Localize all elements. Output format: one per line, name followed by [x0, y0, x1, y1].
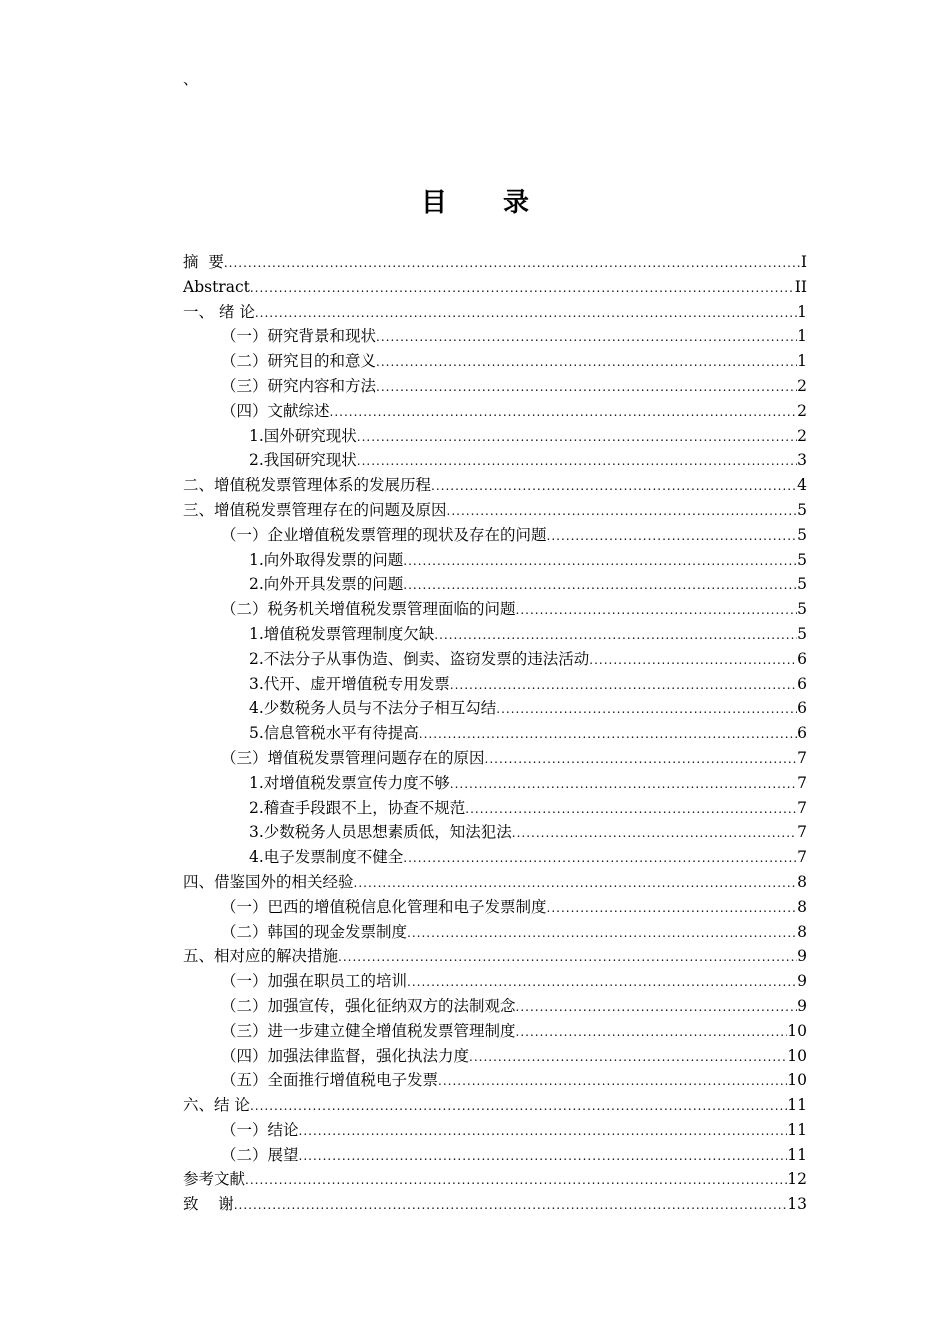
- toc-entry-page: 8: [797, 872, 807, 891]
- toc-entry[interactable]: [183, 920, 807, 945]
- toc-entry[interactable]: [183, 696, 807, 721]
- toc-entry[interactable]: [183, 448, 807, 473]
- toc-dot-leader: [403, 573, 797, 598]
- top-mark: 、: [183, 70, 199, 88]
- toc-entry-page: 9: [797, 947, 807, 966]
- toc-entry-label: （三）增值税发票管理问题存在的原因: [221, 748, 485, 767]
- toc-entry-page: 5: [797, 550, 807, 569]
- toc-entry-label: 3.代开、虚开增值税专用发票: [249, 674, 450, 693]
- toc-entry-page: 7: [797, 823, 807, 842]
- toc-entry-page: 11: [787, 1120, 807, 1139]
- toc-entry-page: 12: [787, 1170, 807, 1189]
- toc-dot-leader: [224, 251, 801, 276]
- toc-dot-leader: [354, 871, 798, 896]
- toc-entry[interactable]: [183, 746, 807, 771]
- toc-entry-label: （五）全面推行增值税电子发票: [221, 1071, 439, 1090]
- toc-entry[interactable]: [183, 845, 807, 870]
- toc-entry-page: 5: [797, 500, 807, 519]
- toc-entry-label: 摘 要: [183, 253, 224, 271]
- toc-entry-label: 参考文献: [183, 1170, 246, 1189]
- toc-entry-label: 四、借鉴国外的相关经验: [183, 872, 354, 891]
- toc-entry-label: 1.国外研究现状: [249, 426, 357, 445]
- toc-entry-page: 1: [797, 352, 807, 371]
- toc-entry-label: （一）加强在职员工的培训: [221, 972, 408, 991]
- toc-entry-label: 致 谢: [183, 1195, 234, 1214]
- toc-entry-page: 7: [797, 798, 807, 817]
- toc-entry-page: 8: [797, 922, 807, 941]
- toc-entry-label: 2.向外开具发票的问题: [249, 575, 404, 594]
- toc-entry-page: 2: [797, 401, 807, 420]
- toc-entry-label: （四）文献综述: [221, 401, 330, 420]
- toc-entry-label: （三）研究内容和方法: [221, 376, 377, 395]
- toc-entry[interactable]: [183, 275, 807, 300]
- toc-entry[interactable]: [183, 523, 807, 548]
- toc-entry-label: 2.我国研究现状: [249, 451, 357, 470]
- toc-entry-page: 9: [797, 972, 807, 991]
- toc-dot-leader: [450, 772, 797, 797]
- toc-dot-leader: [234, 1193, 788, 1218]
- toc-entry[interactable]: [183, 300, 807, 325]
- toc-entry[interactable]: [183, 796, 807, 821]
- toc-entry[interactable]: [183, 647, 807, 672]
- toc-dot-leader: [434, 623, 797, 648]
- toc-entry[interactable]: [183, 622, 807, 647]
- toc-entry-page: 7: [797, 773, 807, 792]
- toc-entry[interactable]: [183, 1167, 807, 1192]
- toc-dot-leader: [512, 821, 797, 846]
- toc-dot-leader: [431, 474, 797, 499]
- toc-entry-label: 2.不法分子从事伪造、倒卖、盗窃发票的违法活动: [249, 649, 590, 668]
- toc-entry[interactable]: [183, 1044, 807, 1069]
- toc-entry-page: 1: [797, 327, 807, 346]
- toc-entry-page: 11: [787, 1096, 807, 1115]
- toc-dot-leader: [330, 400, 798, 425]
- toc-entry[interactable]: [183, 1118, 807, 1143]
- toc-dot-leader: [376, 325, 797, 350]
- toc-entry[interactable]: [183, 721, 807, 746]
- toc-entry-label: （一）研究背景和现状: [221, 327, 377, 346]
- toc-dot-leader: [357, 425, 797, 450]
- toc-entry[interactable]: [183, 1192, 807, 1217]
- toc-dot-leader: [255, 301, 797, 326]
- toc-dot-leader: [407, 921, 797, 946]
- toc-dot-leader: [250, 1094, 787, 1119]
- toc-entry[interactable]: [183, 548, 807, 573]
- toc-entry[interactable]: [183, 1093, 807, 1118]
- toc-dot-leader: [407, 970, 797, 995]
- toc-entry[interactable]: [183, 399, 807, 424]
- toc-entry-page: 5: [797, 525, 807, 544]
- toc-entry-page: 9: [797, 996, 807, 1015]
- toc-dot-leader: [450, 673, 797, 698]
- toc-entry-label: 1.对增值税发票宣传力度不够: [249, 773, 450, 792]
- toc-entry-label: 1.增值税发票管理制度欠缺: [249, 624, 435, 643]
- toc-dot-leader: [419, 722, 797, 747]
- toc-entry-label: （一）企业增值税发票管理的现状及存在的问题: [221, 525, 547, 544]
- toc-dot-leader: [357, 449, 797, 474]
- toc-entry[interactable]: [183, 944, 807, 969]
- toc-dot-leader: [403, 846, 797, 871]
- toc-entry-label: （二）研究目的和意义: [221, 352, 377, 371]
- toc-dot-leader: [376, 375, 797, 400]
- toc-entry-page: 2: [797, 426, 807, 445]
- toc-dot-leader: [438, 1069, 787, 1094]
- toc-entry[interactable]: [183, 597, 807, 622]
- toc-dot-leader: [496, 697, 797, 722]
- toc-entry-label: （二）税务机关增值税发票管理面临的问题: [221, 600, 516, 619]
- toc-entry-label: （二）加强宣传，强化征纳双方的法制观念: [221, 996, 516, 1015]
- toc-entry[interactable]: [183, 1019, 807, 1044]
- toc-entry-page: 11: [787, 1145, 807, 1164]
- toc-entry-page: 6: [797, 649, 807, 668]
- toc-dot-leader: [250, 276, 795, 301]
- toc-entry-page: 13: [787, 1195, 807, 1214]
- toc-entry[interactable]: [183, 870, 807, 895]
- toc-entry[interactable]: [183, 994, 807, 1019]
- toc-entry-page: 3: [797, 451, 807, 470]
- toc-entry-page: 7: [797, 748, 807, 767]
- toc-entry-label: （一）结论: [221, 1120, 299, 1139]
- toc-entry[interactable]: [183, 324, 807, 349]
- toc-dot-leader: [469, 1045, 787, 1070]
- toc-dot-leader: [245, 1168, 787, 1193]
- toc-entry-page: 6: [797, 674, 807, 693]
- toc-entry-label: 5.信息管税水平有待提高: [249, 724, 419, 743]
- toc-entry-page: 6: [797, 724, 807, 743]
- toc-entry-page: 6: [797, 699, 807, 718]
- toc-dot-leader: [447, 499, 798, 524]
- toc-entry-page: 4: [797, 476, 807, 495]
- toc-entry-label: 3.少数税务人员思想素质低，知法犯法: [249, 823, 512, 842]
- toc-entry-label: （四）加强法律监督，强化执法力度: [221, 1046, 470, 1065]
- toc-entry[interactable]: [183, 672, 807, 697]
- toc-entry-page: 2: [797, 376, 807, 395]
- toc-dot-leader: [403, 549, 797, 574]
- toc-entry-page: 1: [797, 302, 807, 321]
- toc-entry-page: 8: [797, 897, 807, 916]
- toc-entry[interactable]: [183, 895, 807, 920]
- toc-dot-leader: [547, 896, 798, 921]
- toc-entry[interactable]: [183, 498, 807, 523]
- toc-entry-page: I: [800, 253, 807, 271]
- toc-entry-label: 六、结 论: [183, 1096, 250, 1115]
- toc-entry[interactable]: [183, 473, 807, 498]
- toc-entry-label: 4.少数税务人员与不法分子相互勾结: [249, 699, 497, 718]
- toc-entry[interactable]: [183, 424, 807, 449]
- toc-dot-leader: [338, 945, 797, 970]
- toc-entry-page: 5: [797, 600, 807, 619]
- toc-entry-page: 7: [797, 848, 807, 867]
- toc-entry[interactable]: [183, 349, 807, 374]
- toc-entry-page: II: [794, 277, 807, 296]
- toc-entry-page: 5: [797, 624, 807, 643]
- toc-entry-page: 10: [787, 1046, 807, 1065]
- toc-entry-label: 1.向外取得发票的问题: [249, 550, 404, 569]
- toc-dot-leader: [516, 1020, 788, 1045]
- toc-entry-label: Abstract: [183, 277, 250, 296]
- toc-entry-page: 10: [787, 1071, 807, 1090]
- toc-dot-leader: [547, 524, 798, 549]
- table-of-contents: [183, 250, 807, 1217]
- toc-entry-page: 5: [797, 575, 807, 594]
- toc-entry[interactable]: [183, 250, 807, 275]
- toc-entry[interactable]: [183, 374, 807, 399]
- toc-entry[interactable]: [183, 820, 807, 845]
- toc-entry[interactable]: [183, 572, 807, 597]
- toc-entry-label: 五、相对应的解决措施: [183, 947, 339, 966]
- toc-dot-leader: [299, 1119, 788, 1144]
- toc-dot-leader: [465, 797, 797, 822]
- toc-dot-leader: [589, 648, 797, 673]
- toc-entry[interactable]: [183, 969, 807, 994]
- toc-entry-label: 二、增值税发票管理体系的发展历程: [183, 476, 432, 495]
- toc-entry[interactable]: [183, 1143, 807, 1168]
- toc-entry-label: （二）展望: [221, 1145, 299, 1164]
- toc-entry-label: 一、 绪 论: [183, 302, 255, 321]
- toc-dot-leader: [516, 598, 798, 623]
- toc-entry-label: （三）进一步建立健全增值税发票管理制度: [221, 1021, 516, 1040]
- toc-entry-label: 三、增值税发票管理存在的问题及原因: [183, 500, 447, 519]
- toc-entry[interactable]: [183, 771, 807, 796]
- toc-entry-label: 2.稽查手段跟不上，协查不规范: [249, 798, 466, 817]
- toc-dot-leader: [485, 747, 798, 772]
- page-title: 目录: [420, 188, 585, 218]
- toc-dot-leader: [376, 350, 797, 375]
- toc-dot-leader: [299, 1144, 788, 1169]
- toc-dot-leader: [516, 995, 798, 1020]
- toc-entry-label: 4.电子发票制度不健全: [249, 848, 404, 867]
- toc-entry-page: 10: [787, 1021, 807, 1040]
- toc-entry[interactable]: [183, 1068, 807, 1093]
- toc-entry-label: （一）巴西的增值税信息化管理和电子发票制度: [221, 897, 547, 916]
- toc-entry-label: （二）韩国的现金发票制度: [221, 922, 408, 941]
